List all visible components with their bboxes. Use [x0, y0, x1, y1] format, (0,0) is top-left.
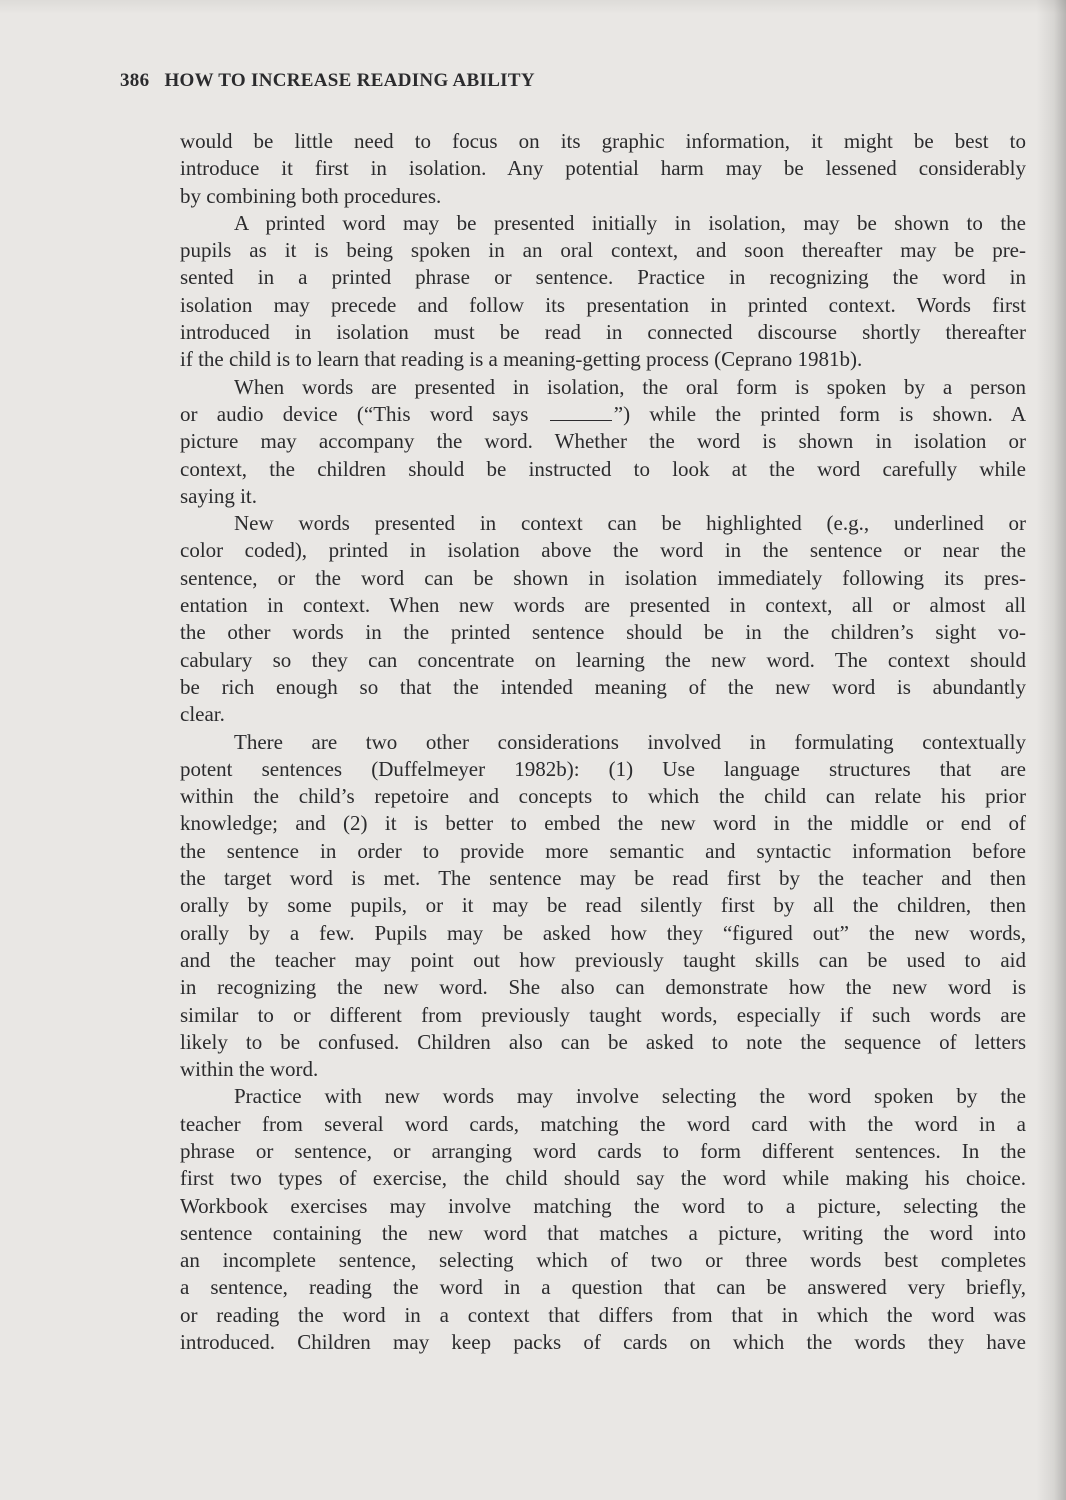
text-line: introduced. Children may keep packs of cards on which the words they have [180, 1330, 1026, 1355]
text-segment: ”) while the printed form is shown. A [613, 401, 1027, 426]
text-line: sentence, or the word can be shown in isolation immediately following its pres- [180, 565, 1026, 590]
text-line: color coded), printed in isolation above the word in the sentence or near the [180, 538, 1026, 563]
page-number: 386 [120, 70, 150, 91]
paragraph [180, 510, 1026, 728]
text-line: a sentence, reading the word in a question that can be answered very briefly, [180, 1275, 1026, 1300]
text-line: New words presented in context can be highlighted (e.g., underlined or [234, 511, 1026, 536]
text-line: introduce it first in isolation. Any potential harm may be lessened considerably [180, 156, 1026, 181]
text-line: teacher from several word cards, matching the word card with the word in a [180, 1111, 1026, 1136]
body-text [180, 128, 1026, 1356]
text-line: A printed word may be presented initially in isolation, may be shown to the [234, 210, 1026, 235]
page-gutter-shadow [1036, 0, 1066, 1500]
text-line: cabulary so they can concentrate on learning the new word. The context should [180, 647, 1026, 672]
paragraph [180, 1083, 1026, 1356]
text-line: pupils as it is being spoken in an oral context, and soon thereafter may be pre- [180, 238, 1026, 263]
text-line: be rich enough so that the intended meaning of the new word is abundantly [180, 674, 1026, 699]
paragraph [180, 128, 1026, 210]
text-line: an incomplete sentence, selecting which of two or three words best completes [180, 1248, 1026, 1273]
text-line: Practice with new words may involve selecting the word spoken by the [234, 1084, 1026, 1109]
text-line [180, 401, 1026, 428]
text-line: or reading the word in a context that differs from that in which the word was [180, 1302, 1026, 1327]
text-line: would be little need to focus on its graphic information, it might be best to [180, 129, 1026, 153]
page-top-edge-shading [0, 0, 1066, 14]
text-segment: or audio device (“This word says [180, 401, 548, 426]
fill-in-blank [550, 401, 612, 421]
text-line: picture may accompany the word. Whether the word is shown in isolation or [180, 429, 1026, 454]
text-line: by combining both procedures. [180, 183, 442, 208]
text-line: context, the children should be instructed to look at the word carefully while [180, 456, 1026, 481]
text-line: within the child’s repetoire and concepts to which the child can relate his prior [180, 784, 1026, 809]
text-line: likely to be confused. Children also can be asked to note the sequence of letters [180, 1029, 1026, 1054]
text-line: knowledge; and (2) it is better to embed the new word in the middle or end of [180, 811, 1026, 836]
text-line: sented in a printed phrase or sentence. Practice in recognizing the word in [180, 265, 1026, 290]
text-line: in recognizing the new word. She also can demonstrate how the new word is [180, 975, 1026, 1000]
text-line: the other words in the printed sentence should be in the children’s sight vo- [180, 620, 1026, 645]
text-line: orally by some pupils, or it may be read silently first by all the children, then [180, 893, 1026, 918]
paragraph [180, 374, 1026, 510]
running-title: HOW TO INCREASE READING ABILITY [164, 70, 535, 91]
text-line: potent sentences (Duffelmeyer 1982b): (1) Use language structures that are [180, 756, 1026, 781]
text-line: clear. [180, 702, 225, 727]
text-line: Workbook exercises may involve matching the word to a picture, selecting the [180, 1193, 1026, 1218]
running-head [120, 70, 535, 92]
text-line: isolation may precede and follow its presentation in printed context. Words first [180, 292, 1026, 317]
text-line: the target word is met. The sentence may be read first by the teacher and then [180, 866, 1026, 891]
text-line: first two types of exercise, the child should say the word while making his choice. [180, 1166, 1026, 1191]
text-line: There are two other considerations involved in formulating contextually [234, 729, 1026, 754]
text-line: similar to or different from previously taught words, especially if such words are [180, 1002, 1026, 1027]
text-line: saying it. [180, 483, 257, 508]
text-line: phrase or sentence, or arranging word cards to form different sentences. In the [180, 1138, 1026, 1163]
paragraph [180, 729, 1026, 1084]
text-line: introduced in isolation must be read in connected discourse shortly thereafter [180, 320, 1026, 345]
text-line: if the child is to learn that reading is a meaning-getting process (Ceprano 1981b). [180, 347, 863, 372]
text-line: the sentence in order to provide more semantic and syntactic information before [180, 838, 1026, 863]
paragraph [180, 210, 1026, 374]
text-line: orally by a few. Pupils may be asked how they “figured out” the new words, [180, 920, 1026, 945]
text-line: sentence containing the new word that matches a picture, writing the word into [180, 1220, 1026, 1245]
text-line: When words are presented in isolation, the oral form is spoken by a person [234, 374, 1026, 399]
text-line: entation in context. When new words are presented in context, all or almost all [180, 593, 1026, 618]
text-line: and the teacher may point out how previously taught skills can be used to aid [180, 947, 1026, 972]
text-line: within the word. [180, 1057, 319, 1082]
